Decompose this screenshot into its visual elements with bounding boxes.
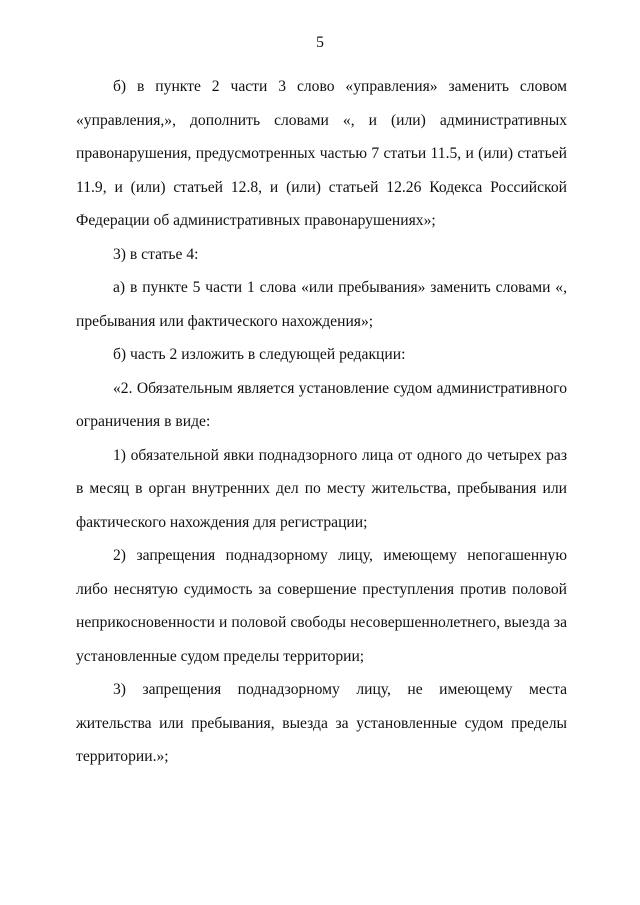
paragraph-b-part-2: б) часть 2 изложить в следующей редакции: xyxy=(113,346,406,363)
paragraph-item-2: 2) запрещения поднадзорному лицу, имеющему непогашенную либо неснятую судимость за совершение преступления против половой неприкосновенности и половой свободы несовершеннолетнего, выезда за установленные судом пределы территории; xyxy=(76,547,567,665)
paragraph-quote-2: «2. Обязательным является установление судом административного ограничения в виде: xyxy=(76,379,567,430)
page-number: 5 xyxy=(316,34,324,51)
paragraph-item-1: 1) обязательной явки поднадзорного лица от одного до четырех раз в месяц в орган внутренних дел по месту жительства, пребывания или фактического нахождения для регистрации; xyxy=(76,446,567,531)
document-body xyxy=(76,70,567,774)
paragraph-a-point-5: а) в пункте 5 части 1 слова «или пребывания» заменить словами «, пребывания или фактического нахождения»; xyxy=(76,279,567,330)
paragraph-item-3: 3) запрещения поднадзорному лицу, не имеющему места жительства или пребывания, выезда за установленные судом пределы территории.»; xyxy=(76,681,567,765)
paragraph-b-point-2: б) в пункте 2 части 3 слово «управления» заменить словом «управления,», дополнить словами «, и (или) административных правонарушения, предусмотренных частью 7 статьи 11.5, и (или) статьей 11.9, и (или) статьей 12.8, и (или) статьей 12.26 Кодекса Российской Федерации об административных правонарушениях»; xyxy=(76,78,567,229)
paragraph-3-article-4: 3) в статье 4: xyxy=(113,245,199,263)
